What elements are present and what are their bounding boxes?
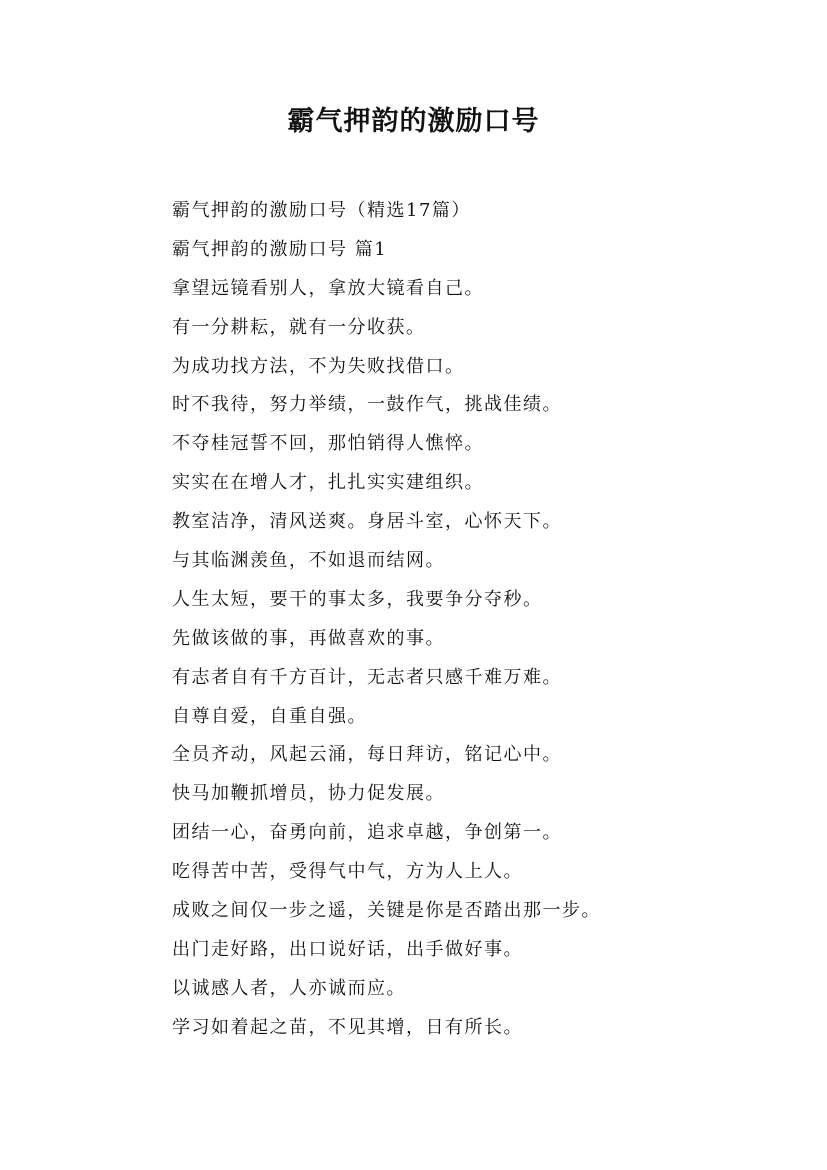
slogan-line: 出门走好路，出口说好话，出手做好事。	[172, 938, 523, 960]
slogan-line: 以诚感人者，人亦诚而应。	[172, 977, 406, 999]
slogan-line: 与其临渊羡鱼，不如退而结网。	[172, 550, 445, 572]
slogan-line: 实实在在增人才，扎扎实实建组织。	[172, 472, 484, 494]
slogan-line: 自尊自爱，自重自强。	[172, 705, 367, 727]
slogan-line: 快马加鞭抓增员，协力促发展。	[172, 783, 445, 805]
slogan-line: 人生太短，要干的事太多，我要争分夺秒。	[172, 588, 543, 610]
slogan-line: 学习如着起之苗，不见其增，日有所长。	[172, 1016, 523, 1038]
document-title: 霸气押韵的激励口号	[287, 106, 540, 137]
slogan-line: 吃得苦中苦，受得气中气，方为人上人。	[172, 861, 523, 883]
slogan-line: 团结一心，奋勇向前，追求卓越，争创第一。	[172, 822, 562, 844]
document-body	[172, 192, 732, 1048]
slogan-line: 不夺桂冠誓不回，那怕销得人憔悴。	[172, 433, 484, 455]
slogan-line: 成败之间仅一步之遥，关键是你是否踏出那一步。	[172, 900, 601, 922]
slogan-line: 有志者自有千方百计，无志者只感千难万难。	[172, 666, 562, 688]
slogan-line: 为成功找方法，不为失败找借口。	[172, 355, 465, 377]
slogan-line: 拿望远镜看别人，拿放大镜看自己。	[172, 277, 484, 299]
subtitle-line: 霸气押韵的激励口号（精选17篇）	[172, 200, 471, 221]
slogan-line: 时不我待，努力举绩，一鼓作气，挑战佳绩。	[172, 394, 562, 416]
slogan-line: 全员齐动，风起云涌，每日拜访，铭记心中。	[172, 744, 562, 766]
section-heading: 霸气押韵的激励口号 篇1	[172, 238, 388, 260]
slogan-line: 有一分耕耘，就有一分收获。	[172, 316, 426, 338]
slogan-line: 先做该做的事，再做喜欢的事。	[172, 627, 445, 649]
slogan-line: 教室洁净，清风送爽。身居斗室，心怀天下。	[172, 511, 562, 533]
